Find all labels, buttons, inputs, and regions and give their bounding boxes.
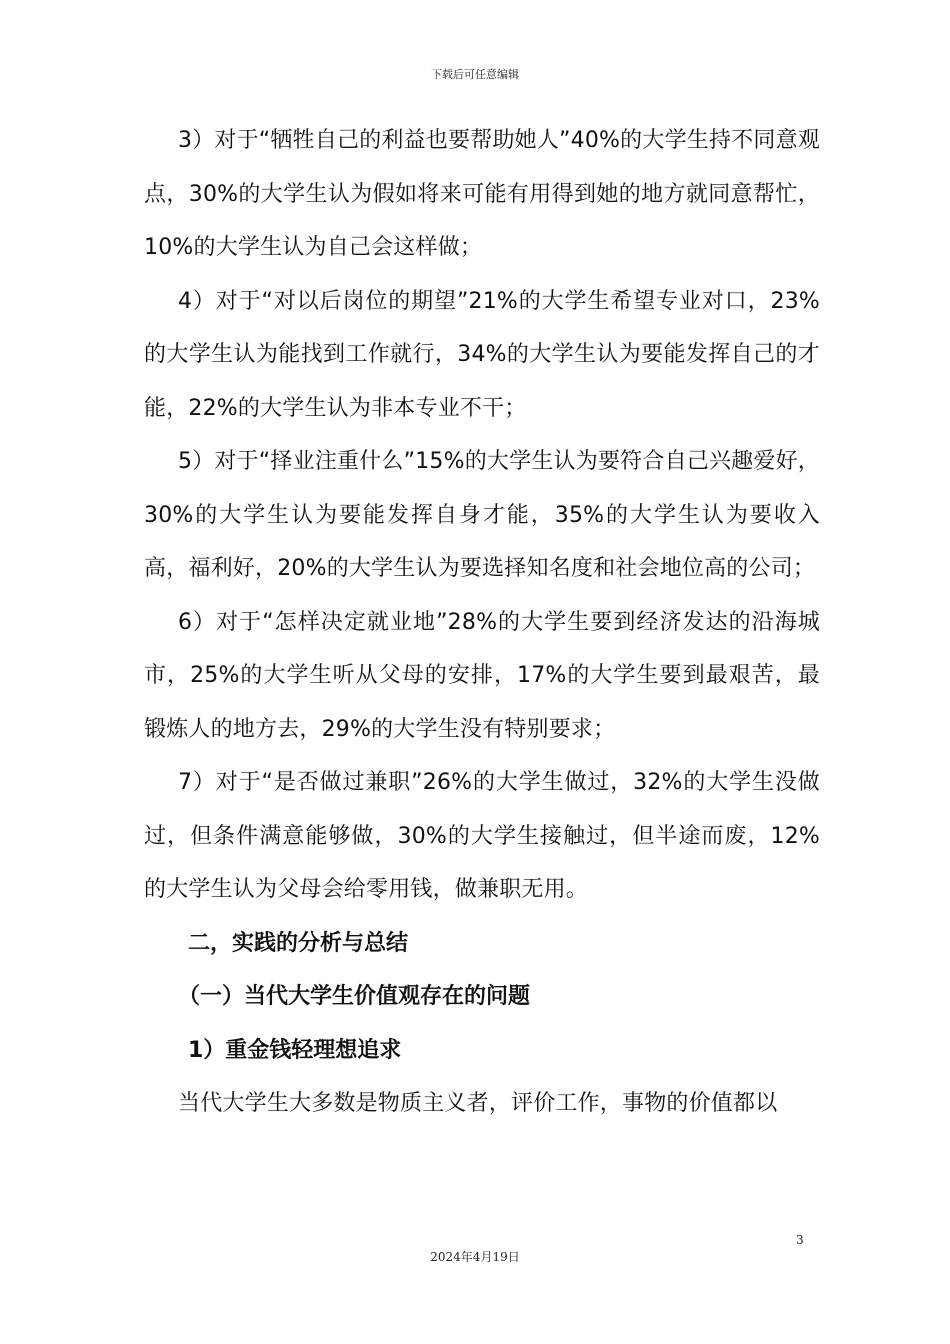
paragraph-item-3: 3）对于“牺牲自己的利益也要帮助她人”40%的大学生持不同意观点，30%的大学生认为假如将来可能有用得到她的地方就同意帮忙，10%的大学生认为自己会这样做； xyxy=(144,128,820,260)
section-heading: 二，实践的分析与总结 xyxy=(188,930,409,956)
paragraph-item-4: 4）对于“对以后岗位的期望”21%的大学生希望专业对口，23%的大学生认为能找到工作就行，34%的大学生认为要能发挥自己的才能，22%的大学生认为非本专业不干； xyxy=(144,288,820,421)
paragraph-item-6: 6）对于“怎样决定就业地”28%的大学生要到经济发达的沿海城市，25%的大学生听从父母的安排，17%的大学生要到最艰苦，最锻炼人的地方去，29%的大学生没有特别要求； xyxy=(144,609,820,742)
page-number: 3 xyxy=(796,1233,804,1247)
paragraph-item-5: 5）对于“择业注重什么”15%的大学生认为要符合自己兴趣爱好，30%的大学生认为要能发挥自身才能，35%的大学生认为要收入高，福利好，20%的大学生认为要选择知名度和社会地位高的公司； xyxy=(144,449,820,581)
paragraph-continued: 当代大学生大多数是物质主义者，评价工作，事物的价值都以 xyxy=(178,1091,778,1116)
paragraph-item-7: 7）对于“是否做过兼职”26%的大学生做过，32%的大学生没做过，但条件满意能够做，30%的大学生接触过，但半途而废，12%的大学生认为父母会给零用钱，做兼职无用。 xyxy=(144,770,820,902)
document-body xyxy=(144,114,820,1131)
item-heading: 1）重金钱轻理想追求 xyxy=(188,1037,402,1063)
header-note: 下载后可任意编辑 xyxy=(431,68,519,81)
subsection-heading: （一）当代大学生价值观存在的问题 xyxy=(178,984,531,1009)
footer-date: 2024年4月19日 xyxy=(430,1250,520,1264)
